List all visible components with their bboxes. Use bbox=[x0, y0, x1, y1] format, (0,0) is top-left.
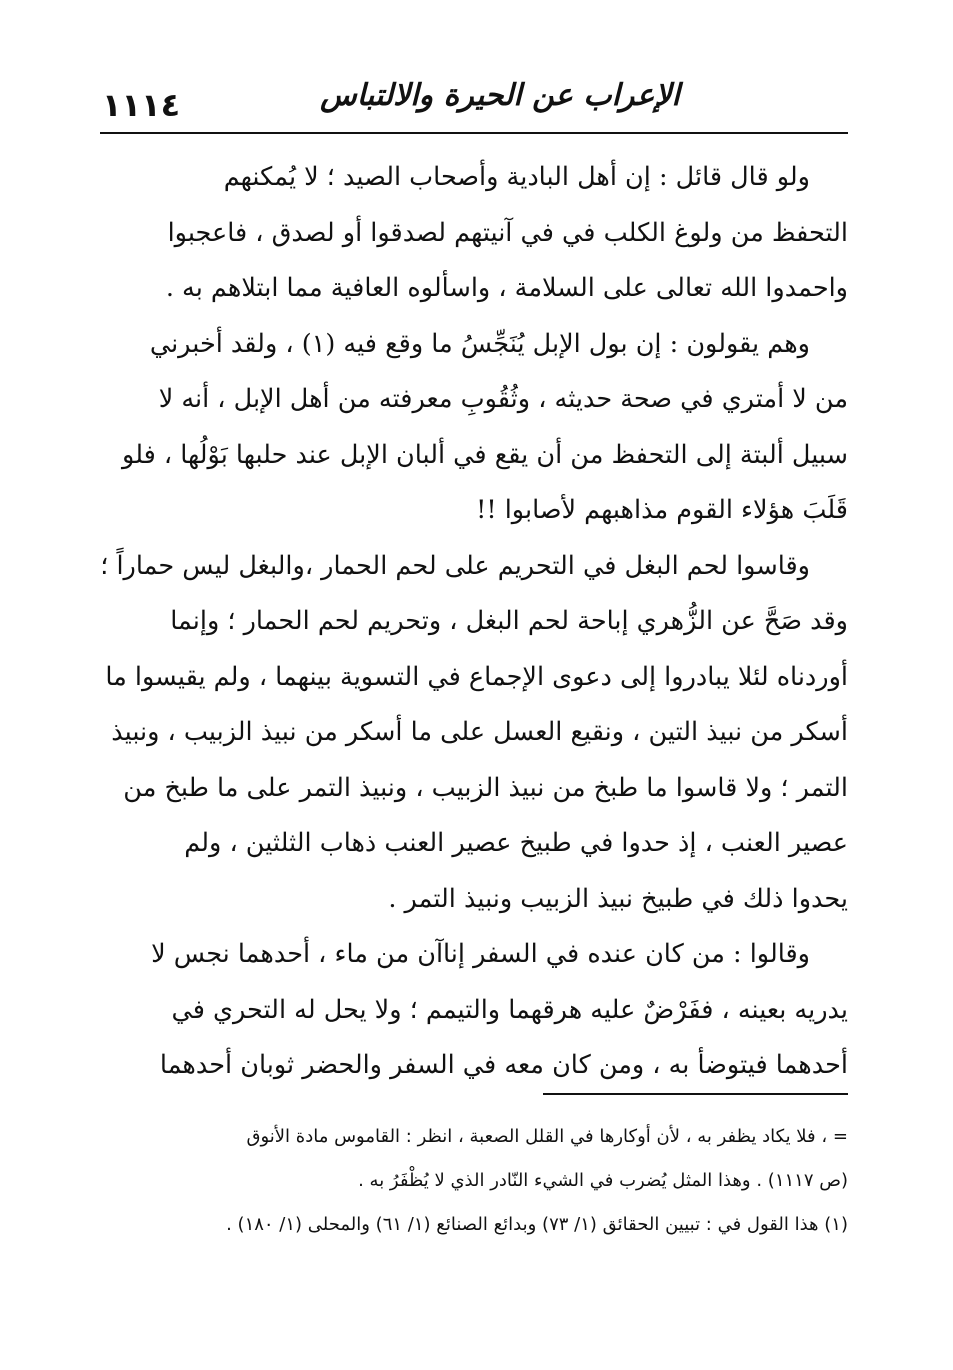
text-line: وقالوا : من كان عنده في السفر إناآن من ماء ، أحدهما نجس لا bbox=[151, 939, 810, 969]
text-line: أحدهما فيتوضأ به ، ومن كان معه في السفر والحضر ثوبان أحدهما bbox=[159, 1050, 848, 1080]
text-line: وهم يقولون : إن بول الإبل يُنَجِّسُ ما وقع فيه (١) ، ولقد أخبرني bbox=[149, 328, 810, 359]
text-line: عصير العنب ، إذ حدوا في طبيخ عصير العنب ذهاب الثلثين ، ولم bbox=[184, 828, 848, 858]
paragraph-4 bbox=[100, 927, 848, 1094]
text-line: أسكر من نبيذ التين ، ونقيع العسل على ما أسكر من نبيذ الزبيب ، ونبيذ bbox=[111, 717, 848, 747]
text-line: وقاسوا لحم البغل في التحريم على لحم الحمار ،والبغل ليس حماراً ؛ bbox=[100, 550, 810, 581]
text-line: التحفظ من ولوغ الكلب في في آنيتهم لصدقوا أو لصدق ، فاعجبوا bbox=[167, 217, 848, 248]
text-line: التمر ؛ ولا قاسوا ما طبخ من نبيذ الزبيب ، ونبيذ التمر على ما طبخ من bbox=[123, 772, 848, 803]
paragraph-3 bbox=[100, 539, 848, 928]
footnote-line: = ، فلا يكاد يظفر به ، لأن أوكارها في القلل الصعبة ، انظر : القاموس مادة الأنوق bbox=[246, 1126, 848, 1147]
text-line: قَلَبَ هؤلاء القوم مذاهبهم لأصابوا !! bbox=[476, 495, 848, 525]
text-line: يحدوا ذلك في طبيخ نبيذ الزبيب ونبيذ التمر . bbox=[388, 883, 848, 914]
text-line: من لا أمتري في صحة حديثه ، وثُقُوبِ معرفته من أهل الإبل ، أنه لا bbox=[158, 384, 848, 414]
running-title: الإعراب عن الحيرة والالتباس bbox=[320, 78, 680, 113]
text-line: واحمدوا الله تعالى على السلامة ، واسألوه العافية مما ابتلاهم به . bbox=[165, 273, 848, 303]
page-number: ١١١٤ bbox=[102, 86, 181, 124]
text-line: أوردناه لئلا يبادروا إلى دعوى الإجماع في التسوية بينهما ، ولم يقيسوا ما bbox=[105, 661, 848, 692]
text-line: سبيل ألبتة إلى التحفظ من أن يقع في ألبان الإبل عند حلبها بَوْلُها ، فلو bbox=[122, 439, 848, 470]
footnote-rule bbox=[543, 1093, 848, 1095]
text-line: وقد صَحَّ عن الزُّهري إباحة لحم البغل ، وتحريم لحم الحمار ؛ وإنما bbox=[170, 606, 848, 636]
text-line: يدريه بعينه ، ففَرْضٌ عليه هرقهما والتيمم ؛ ولا يحل له التحري في bbox=[171, 994, 848, 1025]
text-line: ولو قال قائل : إن أهل البادية وأصحاب الصيد ؛ لا يُمكنهم bbox=[223, 162, 810, 192]
footnote-1: (١) هذا القول في : تبيين الحقائق (١/ ٧٣) وبدائع الصنائع (١/ ٦١) والمحلى (١/ ١٨٠) . bbox=[226, 1214, 848, 1235]
paragraph-2 bbox=[100, 317, 848, 539]
header-rule bbox=[100, 132, 848, 134]
footnotes bbox=[100, 1115, 848, 1247]
main-text bbox=[100, 150, 848, 1094]
page-header bbox=[100, 74, 848, 130]
footnote-line: (ص ١١١٧) . وهذا المثل يُضرب في الشيء النّادر الذي لا يُظْفَرُ به . bbox=[358, 1170, 848, 1191]
paragraph-1 bbox=[100, 150, 848, 317]
